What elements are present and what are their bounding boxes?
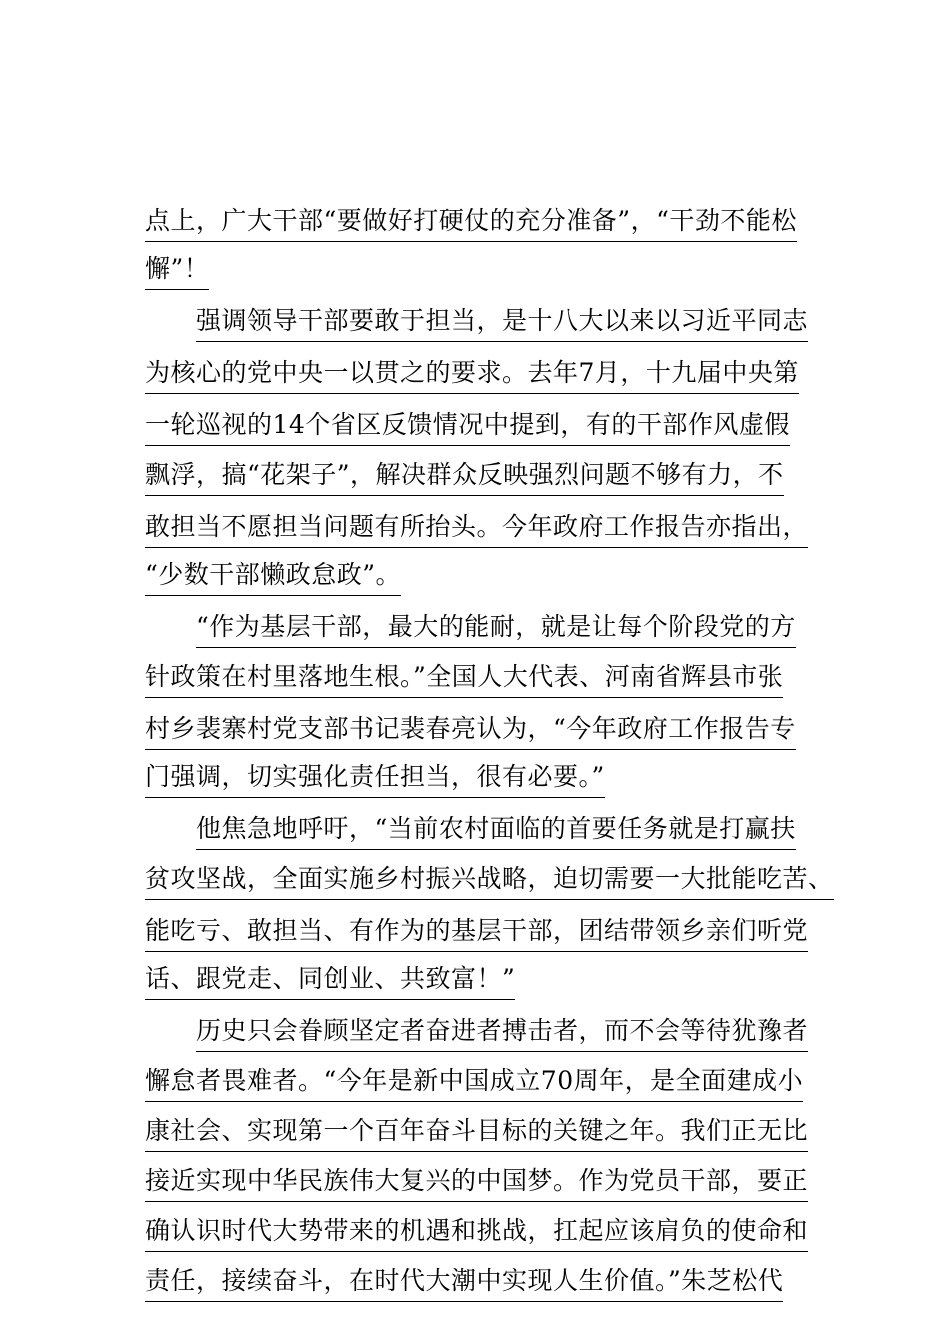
- text-line: 责任，接续奋斗，在时代大潮中实现人生价值。”朱芝松代: [145, 1261, 783, 1302]
- text-line: 确认识时代大势带来的机遇和挑战，扛起应该肩负的使命和: [145, 1211, 808, 1252]
- text-line: 话、跟党走、同创业、共致富！”: [145, 959, 515, 1000]
- text-line: 敢担当不愿担当问题有所抬头。今年政府工作报告亦指出，: [145, 507, 808, 548]
- text-line: 为核心的党中央一以贯之的要求。去年7月，十九届中央第: [145, 353, 799, 394]
- paragraph-first-line: 历史只会眷顾坚定者奋进者搏击者，而不会等待犹豫者: [196, 1011, 808, 1052]
- text-line: 康社会、实现第一个百年奋斗目标的关键之年。我们正无比: [145, 1111, 808, 1152]
- text-line: 点上，广大干部“要做好打硬仗的充分准备”，“干劲不能松: [145, 201, 797, 242]
- text-line: 村乡裴寨村党支部书记裴春亮认为，“今年政府工作报告专: [145, 709, 796, 750]
- text-line: 贫攻坚战，全面实施乡村振兴战略，迫切需要一大批能吃苦、: [145, 859, 834, 900]
- text-line: 门强调，切实强化责任担当，很有必要。”: [145, 757, 605, 798]
- text-line: 懈”！: [145, 249, 209, 290]
- paragraph-first-line: 他焦急地呼吁，“当前农村面临的首要任务就是打赢扶: [196, 809, 796, 850]
- text-line: 能吃亏、敢担当、有作为的基层干部，团结带领乡亲们听党: [145, 911, 808, 952]
- text-line: 懈怠者畏难者。“今年是新中国成立70周年，是全面建成小: [145, 1061, 803, 1102]
- text-line: “少数干部懒政怠政”。: [145, 555, 401, 596]
- text-line: 接近实现中华民族伟大复兴的中国梦。作为党员干部，要正: [145, 1161, 808, 1202]
- text-line: 一轮巡视的14个省区反馈情况中提到，有的干部作风虚假: [145, 405, 790, 446]
- paragraph-first-line: 强调领导干部要敢于担当，是十八大以来以习近平同志: [196, 301, 808, 342]
- text-line: 针政策在村里落地生根。”全国人大代表、河南省辉县市张: [145, 657, 783, 698]
- paragraph-first-line: “作为基层干部，最大的能耐，就是让每个阶段党的方: [196, 607, 796, 648]
- text-line: 飘浮，搞“花架子”，解决群众反映强烈问题不够有力，不: [145, 455, 784, 496]
